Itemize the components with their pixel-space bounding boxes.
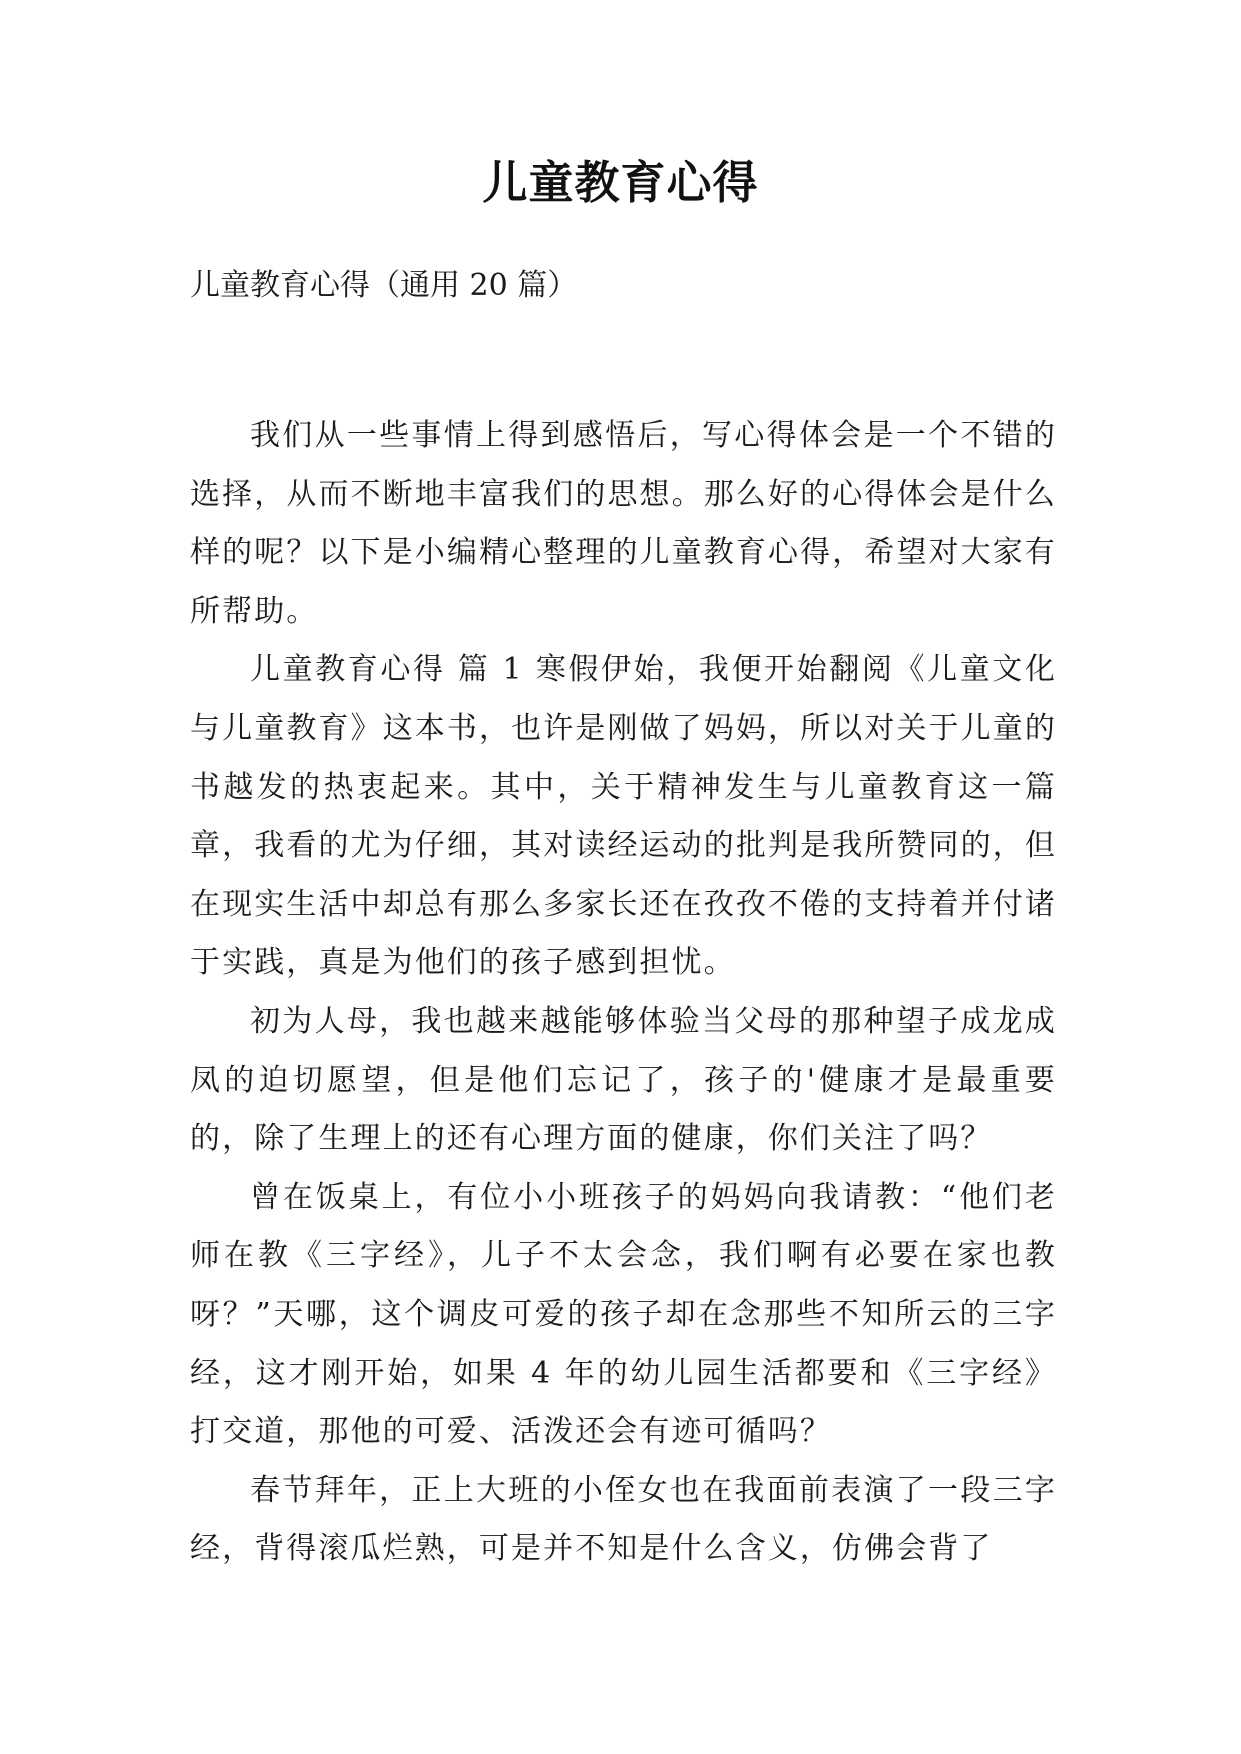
paragraph-dinner-table: 曾在饭桌上，有位小小班孩子的妈妈向我请教：“他们老师在教《三字经》，儿子不太会念，我们啊有必要在家也教呀？”天哪，这个调皮可爱的孩子却在念那些不知所云的三字经，这才刚开始，如果 4 年的幼儿园生活都要和《三字经》打交道，那他的可爱、活泼还会有迹可循吗？ — [190, 1179, 1057, 1450]
paragraph-new-mother: 初为人母，我也越来越能够体验当父母的那种望子成龙成凤的迫切愿望，但是他们忘记了，孩子的'健康才是最重要的，除了生理上的还有心理方面的健康，你们关注了吗？ — [190, 1003, 1057, 1157]
paragraph-spring-festival: 春节拜年，正上大班的小侄女也在我面前表演了一段三字经，背得滚瓜烂熟，可是并不知是什么含义，仿佛会背了 — [190, 1472, 1057, 1567]
document-title: 儿童教育心得 — [482, 156, 759, 209]
document-body — [190, 407, 1057, 1579]
paragraph-article-1-start: 儿童教育心得 篇 1 寒假伊始，我便开始翻阅《儿童文化与儿童教育》这本书，也许是刚做了妈妈，所以对关于儿童的书越发的热衷起来。其中，关于精神发生与儿童教育这一篇章，我看的尤为仔细，其对读经运动的批判是我所赞同的，但在现实生活中却总有那么多家长还在孜孜不倦的支持着并付诸于实践，真是为他们的孩子感到担忧。 — [190, 652, 1057, 981]
paragraph-intro: 我们从一些事情上得到感悟后，写心得体会是一个不错的选择，从而不断地丰富我们的思想。那么好的心得体会是什么样的呢？以下是小编精心整理的儿童教育心得，希望对大家有所帮助。 — [190, 418, 1057, 629]
document-subtitle: 儿童教育心得（通用 20 篇） — [190, 268, 578, 303]
